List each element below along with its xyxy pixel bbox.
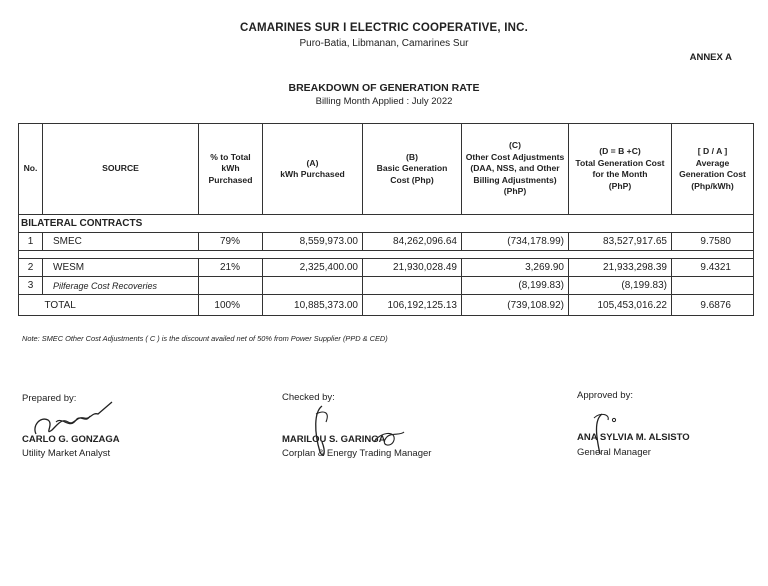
generation-rate-table [18, 123, 754, 316]
total-basic-cost: 106,192,125.13 [363, 295, 462, 316]
row-no: 1 [19, 233, 43, 251]
approved-by-name: ANA SYLVIA M. ALSISTO [577, 432, 690, 443]
row-kwh: 8,559,973.00 [263, 233, 363, 251]
section-label: BILATERAL CONTRACTS [19, 215, 754, 233]
table-row [19, 277, 754, 295]
row-basic-cost [363, 277, 462, 295]
col-c-unit: (PhP) [503, 186, 527, 197]
total-total-cost: 105,453,016.22 [569, 295, 672, 316]
col-a-header [263, 124, 363, 215]
checked-by-caption: Checked by: [282, 392, 335, 403]
row-other-cost: (8,199.83) [462, 277, 569, 295]
organization-name: CAMARINES SUR I ELECTRIC COOPERATIVE, INC. [239, 22, 529, 34]
col-pct-header: % to Total kWh Purchased [199, 124, 263, 215]
annex-label: ANNEX A [689, 52, 732, 63]
col-b-label: Basic Generation Cost (Php) [376, 163, 448, 185]
document-title: BREAKDOWN OF GENERATION RATE [288, 82, 480, 94]
total-label: TOTAL [43, 295, 199, 316]
col-b-header [363, 124, 462, 215]
col-d-unit: (PhP) [608, 180, 632, 191]
approved-by-role: General Manager [577, 447, 651, 458]
col-e-header [672, 124, 754, 215]
footnote: Note: SMEC Other Cost Adjustments ( C ) is the discount availed net of 50% from Power Supplier (PPD & CED) [22, 334, 388, 343]
col-a-code: (A) [306, 157, 319, 168]
col-a-label: kWh Purchased [280, 169, 345, 179]
organization-address: Puro-Batia, Libmanan, Camarines Sur [299, 38, 469, 49]
prepared-by-name: CARLO G. GONZAGA [22, 434, 120, 445]
prepared-by-caption: Prepared by: [22, 393, 77, 404]
prepared-by-role: Utility Market Analyst [22, 448, 111, 459]
row-pct: 21% [199, 259, 263, 277]
col-c-label: Other Cost Adjustments (DAA, NSS, and Other Billing Adjustments) [465, 151, 565, 185]
col-e-unit: (Php/kWh) [691, 180, 734, 191]
col-source-header: SOURCE [43, 124, 199, 215]
table-header-row [19, 124, 754, 215]
total-other-cost: (739,108.92) [462, 295, 569, 316]
row-basic-cost: 84,262,096.64 [363, 233, 462, 251]
row-basic-cost: 21,930,028.49 [363, 259, 462, 277]
approved-by-caption: Approved by: [577, 390, 633, 401]
col-no-header: No. [19, 124, 43, 215]
col-b-code: (B) [406, 151, 418, 162]
total-no-cell [19, 295, 43, 316]
row-other-cost: (734,178.99) [462, 233, 569, 251]
total-kwh: 10,885,373.00 [263, 295, 363, 316]
row-avg-cost: 9.7580 [672, 233, 754, 251]
billing-month: Billing Month Applied : July 2022 [315, 96, 453, 107]
row-kwh: 2,325,400.00 [263, 259, 363, 277]
checked-by-name: MARILOU S. GARINGA [282, 434, 386, 445]
col-e-label: Average Generation Cost [679, 157, 746, 179]
total-pct: 100% [199, 295, 263, 316]
row-kwh [263, 277, 363, 295]
col-e-code: [ D / A ] [697, 146, 728, 156]
row-spacer [19, 251, 754, 259]
row-avg-cost: 9.4321 [672, 259, 754, 277]
checked-by-role: Corplan & Energy Trading Manager [282, 448, 432, 459]
row-no: 3 [19, 277, 43, 295]
table-row [19, 233, 754, 251]
row-source: SMEC [43, 233, 199, 251]
row-total-cost: 83,527,917.65 [569, 233, 672, 251]
table-row [19, 259, 754, 277]
row-no: 2 [19, 259, 43, 277]
total-avg-cost: 9.6876 [672, 295, 754, 316]
row-source: Pilferage Cost Recoveries [43, 277, 199, 295]
total-row [19, 295, 754, 316]
row-total-cost: 21,933,298.39 [569, 259, 672, 277]
row-pct [199, 277, 263, 295]
col-d-header [569, 124, 672, 215]
row-avg-cost [672, 277, 754, 295]
col-c-header [462, 124, 569, 215]
row-total-cost: (8,199.83) [569, 277, 672, 295]
spacer-cell [19, 251, 754, 259]
row-source: WESM [43, 259, 199, 277]
col-c-code: (C) [509, 140, 521, 151]
row-other-cost: 3,269.90 [462, 259, 569, 277]
col-d-code: (D = B +C) [599, 146, 641, 156]
col-d-label: Total Generation Cost for the Month [575, 157, 665, 179]
row-pct: 79% [199, 233, 263, 251]
section-row [19, 215, 754, 233]
